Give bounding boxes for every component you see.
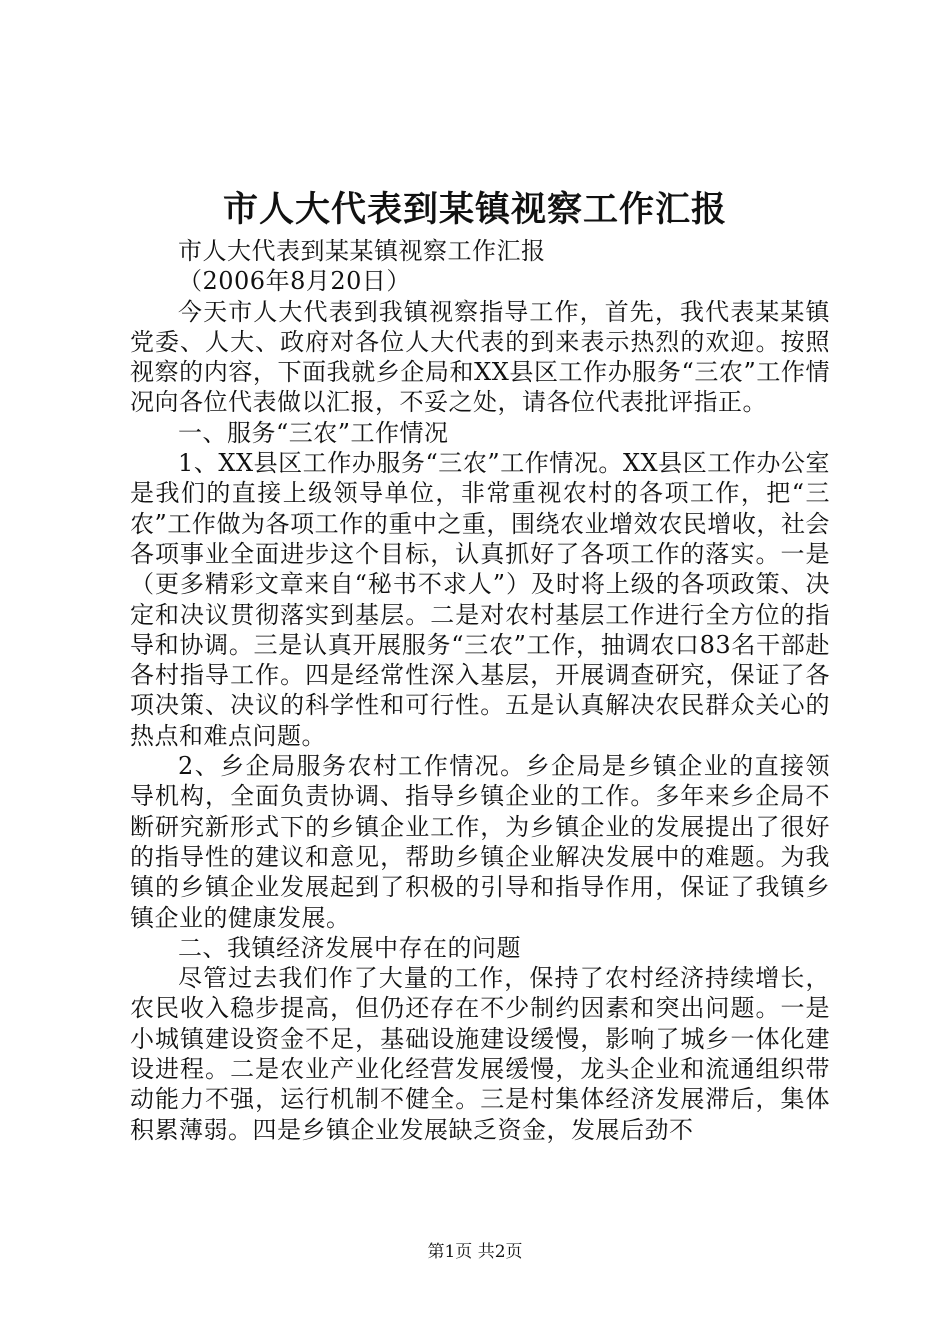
subtitle-paragraph: 市人大代表到某某镇视察工作汇报: [178, 237, 546, 265]
section-heading-1: 一、服务“三农”工作情况: [178, 418, 449, 447]
section-heading-2: 二、我镇经济发展中存在的问题: [178, 933, 521, 962]
intro-paragraph: 今天市人大代表到我镇视察指导工作，首先，我代表某某镇党委、人大、政府对各位人大代表的到来表示热烈的欢迎。按照视察的内容，下面我就乡企局和XX县区工作办服务“三农”工作情况向各位代表做以汇报，不妥之处，请各位代表批评指正。: [130, 297, 830, 417]
document-body: [130, 236, 830, 1145]
section-1-item-1: 1、XX县区工作办服务“三农”工作情况。XX县区工作办公室是我们的直接上级领导单位，非常重视农村的各项工作，把“三农”工作做为各项工作的重中之重，围绕农业增效农民增收，社会各项事业全面进步这个目标，认真抓好了各项工作的落实。一是（更多精彩文章来自“秘书不求人”）及时将上级的各项政策、决定和决议贯彻落实到基层。二是对农村基层工作进行全方位的指导和协调。三是认真开展服务“三农”工作，抽调农口83名干部赴各村指导工作。四是经常性深入基层，开展调查研究，保证了各项决策、决议的科学性和可行性。五是认真解决农民群众关心的热点和难点问题。: [130, 449, 830, 750]
page-number-footer: 第1页 共2页: [427, 1242, 523, 1262]
document-title: 市人大代表到某镇视察工作汇报: [222, 189, 727, 230]
section-2-paragraph: 尽管过去我们作了大量的工作，保持了农村经济持续增长，农民收入稳步提高，但仍还存在不少制约因素和突出问题。一是小城镇建设资金不足，基础设施建设缓慢，影响了城乡一体化建设进程。二是农业产业化经营发展缓慢，龙头企业和流通组织带动能力不强，运行机制不健全。三是村集体经济发展滞后，集体积累薄弱。四是乡镇企业发展缺乏资金，发展后劲不: [130, 964, 830, 1144]
section-1-item-2: 2、乡企局服务农村工作情况。乡企局是乡镇企业的直接领导机构，全面负责协调、指导乡镇企业的工作。多年来乡企局不断研究新形式下的乡镇企业工作，为乡镇企业的发展提出了很好的指导性的建议和意见，帮助乡镇企业解决发展中的难题。为我镇的乡镇企业发展起到了积极的引导和指导作用，保证了我镇乡镇企业的健康发展。: [130, 752, 830, 932]
date-paragraph: （2006年8月20日）: [178, 267, 411, 296]
